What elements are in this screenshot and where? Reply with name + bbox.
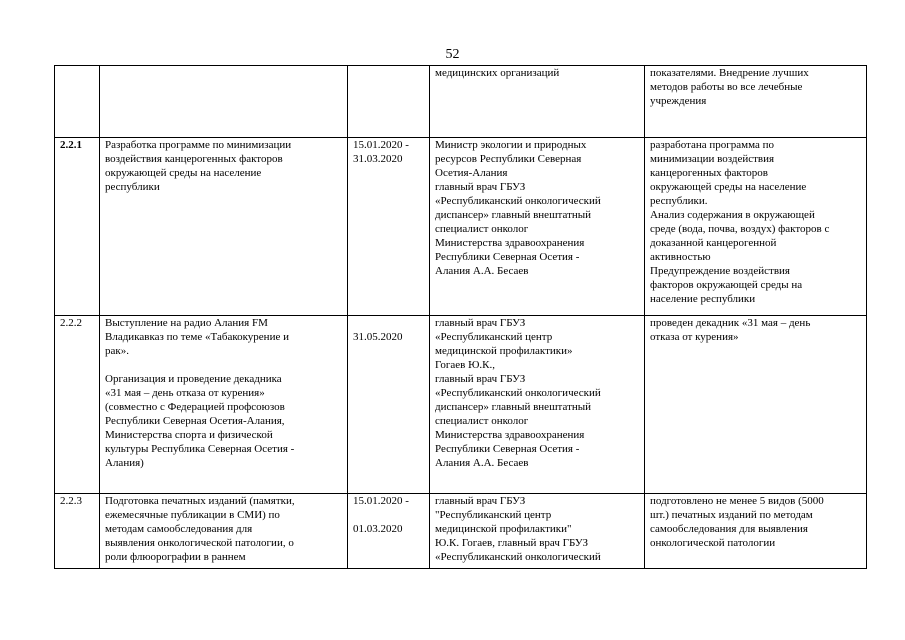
- row-number: 2.2.1: [55, 138, 100, 316]
- responsible-persons: Министр экологии и природных ресурсов Республики Северная Осетия-Алания главный врач ГБУЗ «Республиканский онкологический диспансер» главный внештатный специалист онколог Министерства здравоохранения Республики Северная Осетия - Алания А.А. Бесаев: [430, 138, 645, 316]
- activity-description: Разработка программе по минимизации воздействия канцерогенных факторов окружающей среды на население республики: [100, 138, 348, 316]
- expected-result: разработана программа по минимизации воздействия канцерогенных факторов окружающей среды на население республики. Анализ содержания в окружающей среде (вода, почва, воздух) факторов с доказанной канцерогенной активностью Предупреждение воздействия факторов окружающей среды на население республики: [645, 138, 867, 316]
- activity-description: Выступление на радио Алания FM Владикавказ по теме «Табакокурение и рак». Организация и проведение декадника «31 мая – день отказа от курения» (совместно с Федерацией профсоюзов Республики Северная Осетия-Алания, Министерства спорта и физической культуры Республика Северная Осетия - Алания): [100, 316, 348, 494]
- table-row: [55, 66, 867, 138]
- responsible-persons: медицинских организаций: [430, 66, 645, 138]
- table-row: [55, 316, 867, 494]
- row-number: [55, 66, 100, 138]
- activity-description: Подготовка печатных изданий (памятки, ежемесячные публикации в СМИ) по методам самообследования для выявления онкологической патологии, о роли флюорографии в раннем: [100, 494, 348, 569]
- responsible-persons: главный врач ГБУЗ "Республиканский центр медицинской профилактики" Ю.К. Гогаев, главный врач ГБУЗ «Республиканский онкологический: [430, 494, 645, 569]
- activity-dates: 15.01.2020 - 31.03.2020: [348, 138, 430, 316]
- row-number: 2.2.3: [55, 494, 100, 569]
- table-row: [55, 494, 867, 569]
- expected-result: показателями. Внедрение лучших методов работы во все лечебные учреждения: [645, 66, 867, 138]
- expected-result: подготовлено не менее 5 видов (5000 шт.) печатных изданий по методам самообследования для выявления онкологической патологии: [645, 494, 867, 569]
- row-number: 2.2.2: [55, 316, 100, 494]
- activity-dates: 31.05.2020: [348, 316, 430, 494]
- activity-dates: [348, 66, 430, 138]
- table-row: [55, 138, 867, 316]
- activity-dates: 15.01.2020 - 01.03.2020: [348, 494, 430, 569]
- plan-table: [54, 65, 867, 569]
- page-number: 52: [445, 47, 460, 62]
- activity-description: [100, 66, 348, 138]
- expected-result: проведен декадник «31 мая – день отказа от курения»: [645, 316, 867, 494]
- responsible-persons: главный врач ГБУЗ «Республиканский центр медицинской профилактики» Гогаев Ю.К., главный врач ГБУЗ «Республиканский онкологический диспансер» главный внештатный специалист онколог Министерства здравоохранения Республики Северная Осетия - Алания А.А. Бесаев: [430, 316, 645, 494]
